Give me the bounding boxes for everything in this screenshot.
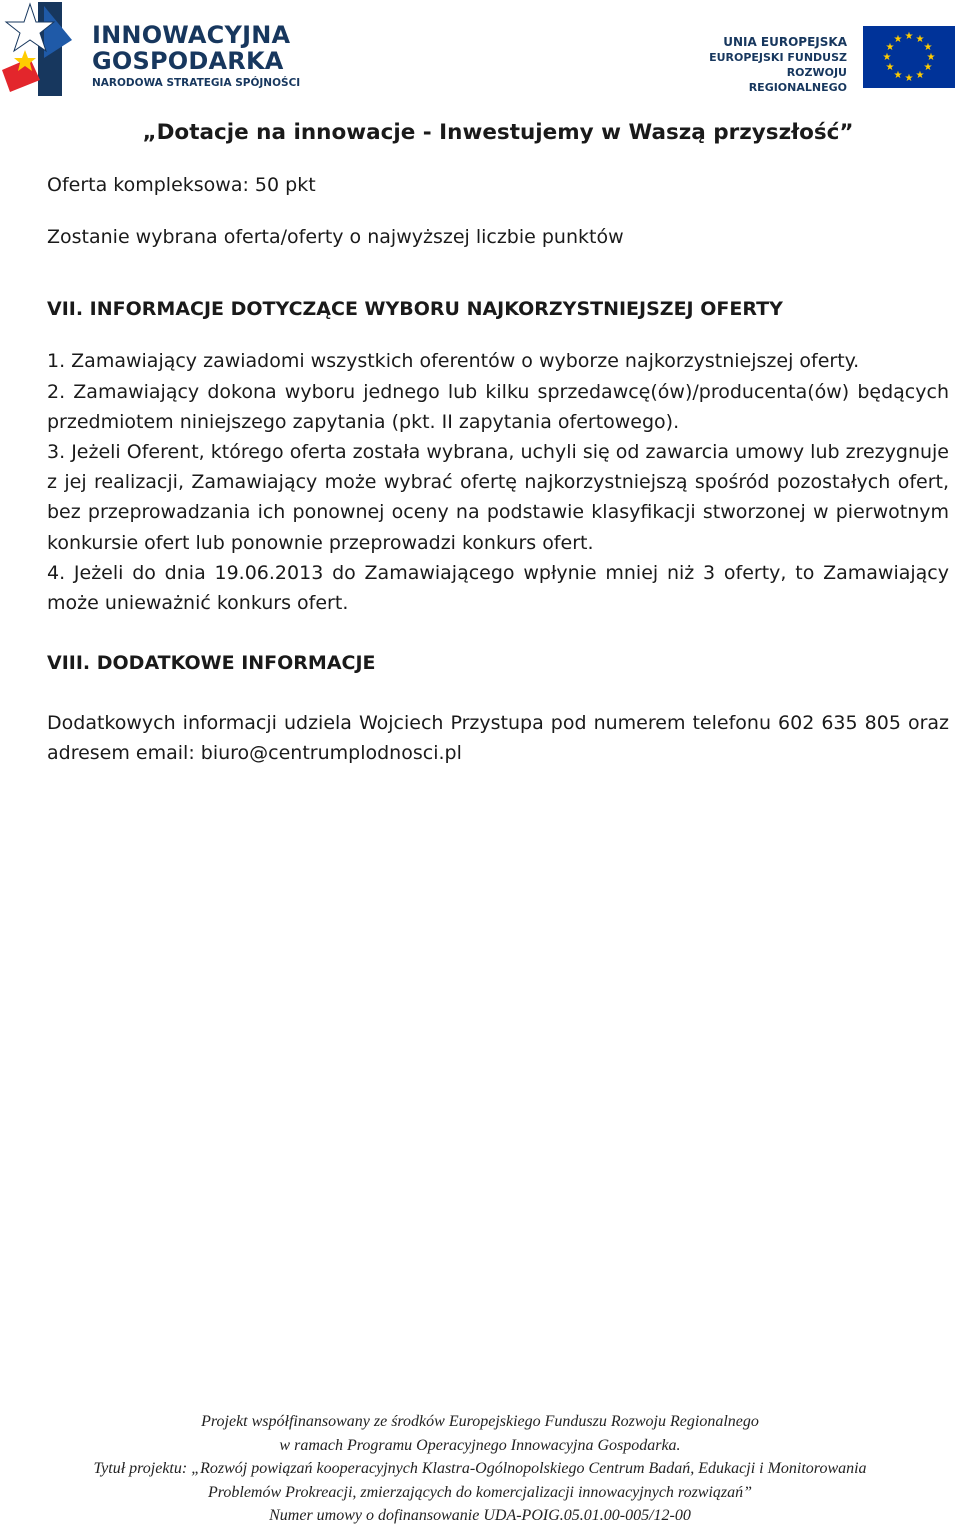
logo-line-1: INNOWACYJNA [92, 21, 291, 49]
document-body [47, 115, 949, 769]
eu-logo [690, 26, 955, 94]
svg-text:★: ★ [923, 62, 933, 73]
svg-text:★: ★ [926, 52, 936, 63]
list-item: 2. Zamawiający dokona wyboru jednego lub kilku sprzedawcę(ów)/producenta(ów) będących przedmiotem niniejszego zapytania (pkt. II zapytania ofertowego). [47, 380, 949, 433]
selection-line: Zostanie wybrana oferta/oferty o najwyższej liczbie punktów [47, 226, 624, 249]
list-item: 4. Jeżeli do dnia 19.06.2013 do Zamawiającego wpłynie mniej niż 3 oferty, to Zamawiający może unieważnić konkurs ofert. [47, 561, 949, 615]
logo-line-2: GOSPODARKA [92, 47, 284, 75]
section-8-heading: VIII. DODATKOWE INFORMACJE [47, 652, 376, 675]
list-item: 3. Jeżeli Oferent, którego oferta została wybrana, uchyli się od zawarcia umowy lub zrezygnuje z jej realizacji, Zamawiający może wybrać ofertę najkorzystniejszą spośród pozostałych ofert, bez przeprowadzania ich ponownej oceny na podstawie klasyfikacji stworzonej w pierwotnym konkursie ofert lub ponownie przeprowadzi konkurs ofert. [47, 441, 949, 554]
svg-text:★: ★ [915, 70, 925, 81]
page-title: „Dotacje na innowacje - Inwestujemy w Waszą przyszłość” [142, 120, 854, 145]
eu-logo-line-1: UNIA EUROPEJSKA [723, 35, 847, 49]
svg-text:★: ★ [915, 34, 925, 45]
svg-text:★: ★ [904, 31, 914, 42]
svg-text:★: ★ [885, 42, 895, 53]
offer-line: Oferta kompleksowa: 50 pkt [47, 174, 316, 196]
section-7-heading: VII. INFORMACJE DOTYCZĄCE WYBORU NAJKORZYSTNIEJSZEJ OFERTY [47, 298, 783, 321]
list-item: 1. Zamawiający zawiadomi wszystkich oferentów o wyborze najkorzystniejszej oferty. [47, 350, 860, 373]
svg-text:★: ★ [893, 70, 903, 81]
page-header [0, 0, 960, 110]
footer-line-1: Projekt współfinansowany ze środków Europejskiego Funduszu Rozwoju Regionalnego [201, 1413, 759, 1430]
footer-line-3: Tytuł projektu: „Rozwój powiązań kooperacyjnych Klastra-Ogólnopolskiego Centrum Badań, Edukacji i Monitorowania [93, 1460, 867, 1477]
innowacyjna-gospodarka-logo [0, 0, 330, 105]
star-flag-icon [0, 0, 92, 105]
footer-line-4: Problemów Prokreacji, zmierzających do komercjalizacji innowacyjnych rozwiązań” [207, 1483, 753, 1501]
svg-text:★: ★ [893, 34, 903, 45]
page-footer [0, 1410, 960, 1528]
svg-text:★: ★ [882, 52, 892, 63]
svg-text:★: ★ [904, 73, 914, 84]
logo-line-3: NARODOWA STRATEGIA SPÓJNOŚCI [92, 77, 301, 89]
footer-line-5: Numer umowy o dofinansowanie UDA-POIG.05.01.00-005/12-00 [269, 1507, 691, 1524]
footer-line-2: w ramach Programu Operacyjnego Innowacyjna Gospodarka. [279, 1436, 681, 1454]
svg-text:★: ★ [923, 42, 933, 53]
eu-logo-line-2: EUROPEJSKI FUNDUSZ [709, 51, 847, 64]
contact-paragraph: Dodatkowych informacji udziela Wojciech Przystupa pod numerem telefonu 602 635 805 oraz adresem email: biuro@centrumplodnosci.pl [47, 712, 949, 765]
eu-logo-line-3: ROZWOJU REGIONALNEGO [748, 66, 847, 94]
eu-flag-icon [863, 26, 955, 88]
svg-text:★: ★ [885, 62, 895, 73]
